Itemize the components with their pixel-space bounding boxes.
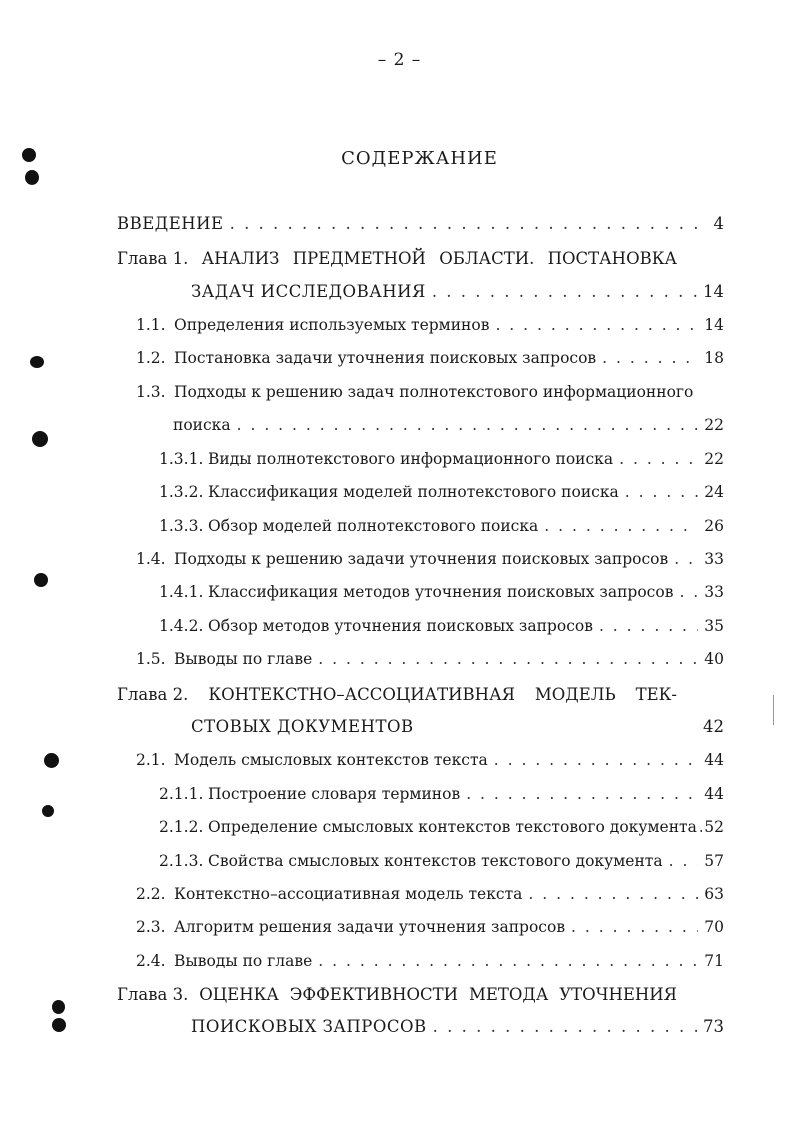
dot-leader	[679, 583, 698, 601]
toc-entry-title-word: АНАЛИЗ	[201, 249, 280, 268]
dot-leader	[544, 517, 698, 535]
toc-entry-title-word: МОДЕЛЬ	[534, 685, 616, 704]
toc-entry-number: 1.4.	[136, 550, 166, 568]
toc-entry-title-word: ОБЛАСТИ.	[439, 249, 535, 268]
punch-hole-mark	[22, 148, 36, 162]
toc-entry-number: 1.3.2.	[159, 483, 204, 501]
toc-entry[interactable]	[191, 1017, 724, 1045]
toc-entry[interactable]	[191, 282, 724, 310]
toc-entry-title-word: ПОСТАНОВКА	[547, 249, 677, 268]
toc-entry-number: 2.1.	[136, 751, 166, 769]
toc-entry-number: 2.3.	[136, 918, 166, 936]
toc-entry-title: Контекстно–ассоциативная модель текста	[174, 885, 523, 903]
toc-entry-title: Подходы к решению задач полнотекстового информационного	[174, 383, 694, 401]
page-number: – 2 –	[377, 50, 422, 70]
toc-entry-page: 44	[704, 751, 724, 769]
toc-entry-title: Постановка задачи уточнения поисковых запросов	[174, 349, 597, 367]
toc-entry-page: 22	[704, 450, 724, 468]
toc-entry-number: 1.3.3.	[159, 517, 204, 535]
dot-leader	[432, 282, 697, 301]
toc-entry-number: Глава 2.	[117, 685, 189, 704]
toc-entry-title-word: ПРЕДМЕТНОЙ	[292, 249, 426, 268]
toc-entry[interactable]	[159, 785, 724, 813]
toc-entry-page: 33	[704, 550, 724, 568]
toc-entry-title: Выводы по главе	[174, 952, 313, 970]
toc-entry-number: 2.4.	[136, 952, 166, 970]
toc-entry-number: 1.5.	[136, 650, 166, 668]
toc-entry[interactable]	[136, 650, 724, 678]
toc-entry-number: 2.1.3.	[159, 852, 204, 870]
toc-entry-page: 33	[704, 583, 724, 601]
toc-entry[interactable]	[136, 349, 724, 377]
toc-entry[interactable]	[159, 583, 724, 611]
dot-leader	[318, 650, 698, 668]
toc-entry-page: 71	[704, 952, 724, 970]
toc-entry[interactable]	[159, 517, 724, 545]
dot-leader	[602, 349, 698, 367]
dot-leader	[495, 316, 698, 334]
toc-entry[interactable]	[117, 214, 724, 242]
dot-leader	[494, 751, 699, 769]
toc-entry-title: Выводы по главе	[174, 650, 313, 668]
toc-entry-number: Глава 1.	[117, 249, 189, 268]
toc-entry[interactable]	[136, 952, 724, 980]
toc-entry-title: ЗАДАЧ ИССЛЕДОВАНИЯ	[191, 282, 426, 301]
punch-hole-mark	[30, 356, 44, 368]
dot-leader	[466, 785, 698, 803]
punch-hole-mark	[25, 170, 39, 185]
toc-entry-title: Свойства смысловых контекстов текстового документа	[208, 852, 663, 870]
toc-entry[interactable]	[159, 617, 724, 645]
toc-entry-title-word: ОЦЕНКА	[199, 985, 279, 1004]
toc-entry-title: Обзор моделей полнотекстового поиска	[208, 517, 539, 535]
toc-entry-title: Виды полнотекстового информационного поиска	[208, 450, 614, 468]
toc-entry-title-word: МЕТОДА	[468, 985, 549, 1004]
toc-entry-title: Подходы к решению задачи уточнения поисковых запросов	[174, 550, 669, 568]
toc-entry[interactable]	[136, 885, 724, 913]
toc-entry-number: Глава 3.	[117, 985, 189, 1004]
dot-leader	[669, 852, 699, 870]
toc-entry-number: 1.3.1.	[159, 450, 204, 468]
toc-chapter-heading[interactable]	[117, 685, 677, 704]
toc-entry-page: 35	[704, 617, 724, 635]
toc-entry-page: 42	[703, 717, 724, 736]
toc-entry-title: ПОИСКОВЫХ ЗАПРОСОВ	[191, 1017, 427, 1036]
dot-leader	[625, 483, 698, 501]
toc-entry-page: 63	[704, 885, 724, 903]
dot-leader	[674, 550, 698, 568]
toc-chapter-heading[interactable]	[117, 249, 677, 268]
toc-entry-page: 26	[704, 517, 724, 535]
toc-entry[interactable]	[159, 818, 724, 846]
toc-entry[interactable]	[159, 852, 724, 880]
toc-entry-page: 14	[703, 282, 724, 301]
toc-entry-title: Классификация методов уточнения поисковых запросов	[208, 583, 674, 601]
toc-entry-title-word: КОНТЕКСТНО–АССОЦИАТИВНАЯ	[208, 685, 515, 704]
toc-entry-title-word: УТОЧНЕНИЯ	[559, 985, 677, 1004]
toc-entry-number: 1.2.	[136, 349, 166, 367]
toc-entry-title: ВВЕДЕНИЕ	[117, 214, 224, 233]
toc-entry[interactable]	[136, 751, 724, 779]
toc-entry-title: Классификация моделей полнотекстового поиска	[208, 483, 619, 501]
toc-entry-page: 57	[704, 852, 724, 870]
page-title: СОДЕРЖАНИЕ	[341, 148, 498, 169]
toc-entry-number: 2.1.2.	[159, 818, 204, 836]
punch-hole-mark	[34, 573, 48, 587]
toc-entry-title: Алгоритм решения задачи уточнения запросов	[174, 918, 566, 936]
toc-entry-title: Определения используемых терминов	[174, 316, 490, 334]
toc-entry-title-word: ЭФФЕКТИВНОСТИ	[289, 985, 459, 1004]
dot-leader	[318, 952, 698, 970]
margin-mark	[773, 695, 774, 725]
toc-entry-title: поиска	[173, 416, 231, 434]
toc-entry-title: Определение смысловых контекстов текстового документа	[208, 818, 697, 836]
toc-entry-page: 4	[713, 214, 724, 233]
punch-hole-mark	[44, 753, 59, 768]
toc-entry-number: 1.1.	[136, 316, 166, 334]
toc-entry-number: 1.4.1.	[159, 583, 204, 601]
dot-leader	[528, 885, 698, 903]
toc-entry[interactable]	[159, 450, 724, 478]
toc-entry-title: Модель смысловых контекстов текста	[174, 751, 488, 769]
punch-hole-mark	[52, 1000, 65, 1014]
toc-entry-page: 14	[704, 316, 724, 334]
toc-entry-number: 1.3.	[136, 383, 166, 401]
toc-entry-page: 73	[703, 1017, 724, 1036]
toc-entry-number: 2.1.1.	[159, 785, 204, 803]
toc-entry-title: СТОВЫХ ДОКУМЕНТОВ	[191, 717, 414, 736]
toc-entry-page: 52	[704, 818, 724, 836]
dot-leader	[599, 617, 698, 635]
punch-hole-mark	[52, 1018, 66, 1032]
toc-entry-title: Обзор методов уточнения поисковых запросов	[208, 617, 593, 635]
toc-entry-page: 44	[704, 785, 724, 803]
toc-entry-page: 70	[704, 918, 724, 936]
toc-entry[interactable]	[136, 550, 724, 578]
toc-entry[interactable]	[191, 717, 724, 745]
toc-entry-page: 22	[704, 416, 724, 434]
punch-hole-mark	[32, 431, 48, 447]
toc-entry[interactable]	[159, 483, 724, 511]
toc-entry[interactable]	[136, 316, 724, 344]
dot-leader	[699, 818, 702, 836]
toc-entry-title: Построение словаря терминов	[208, 785, 461, 803]
dot-leader	[433, 1017, 697, 1036]
toc-entry-number: 2.2.	[136, 885, 166, 903]
toc-entry-number: 1.4.2.	[159, 617, 204, 635]
dot-leader	[230, 214, 708, 233]
toc-entry-title-word: ТЕК-	[635, 685, 677, 704]
dot-leader	[237, 416, 699, 434]
toc-entry-page: 24	[704, 483, 724, 501]
toc-entry[interactable]	[136, 918, 724, 946]
dot-leader	[619, 450, 698, 468]
dot-leader	[571, 918, 698, 936]
toc-entry[interactable]	[173, 416, 724, 444]
toc-entry-page: 40	[704, 650, 724, 668]
toc-chapter-heading[interactable]	[117, 985, 677, 1004]
toc-entry-page: 18	[704, 349, 724, 367]
toc-entry-heading[interactable]	[136, 383, 724, 411]
punch-hole-mark	[42, 805, 54, 817]
